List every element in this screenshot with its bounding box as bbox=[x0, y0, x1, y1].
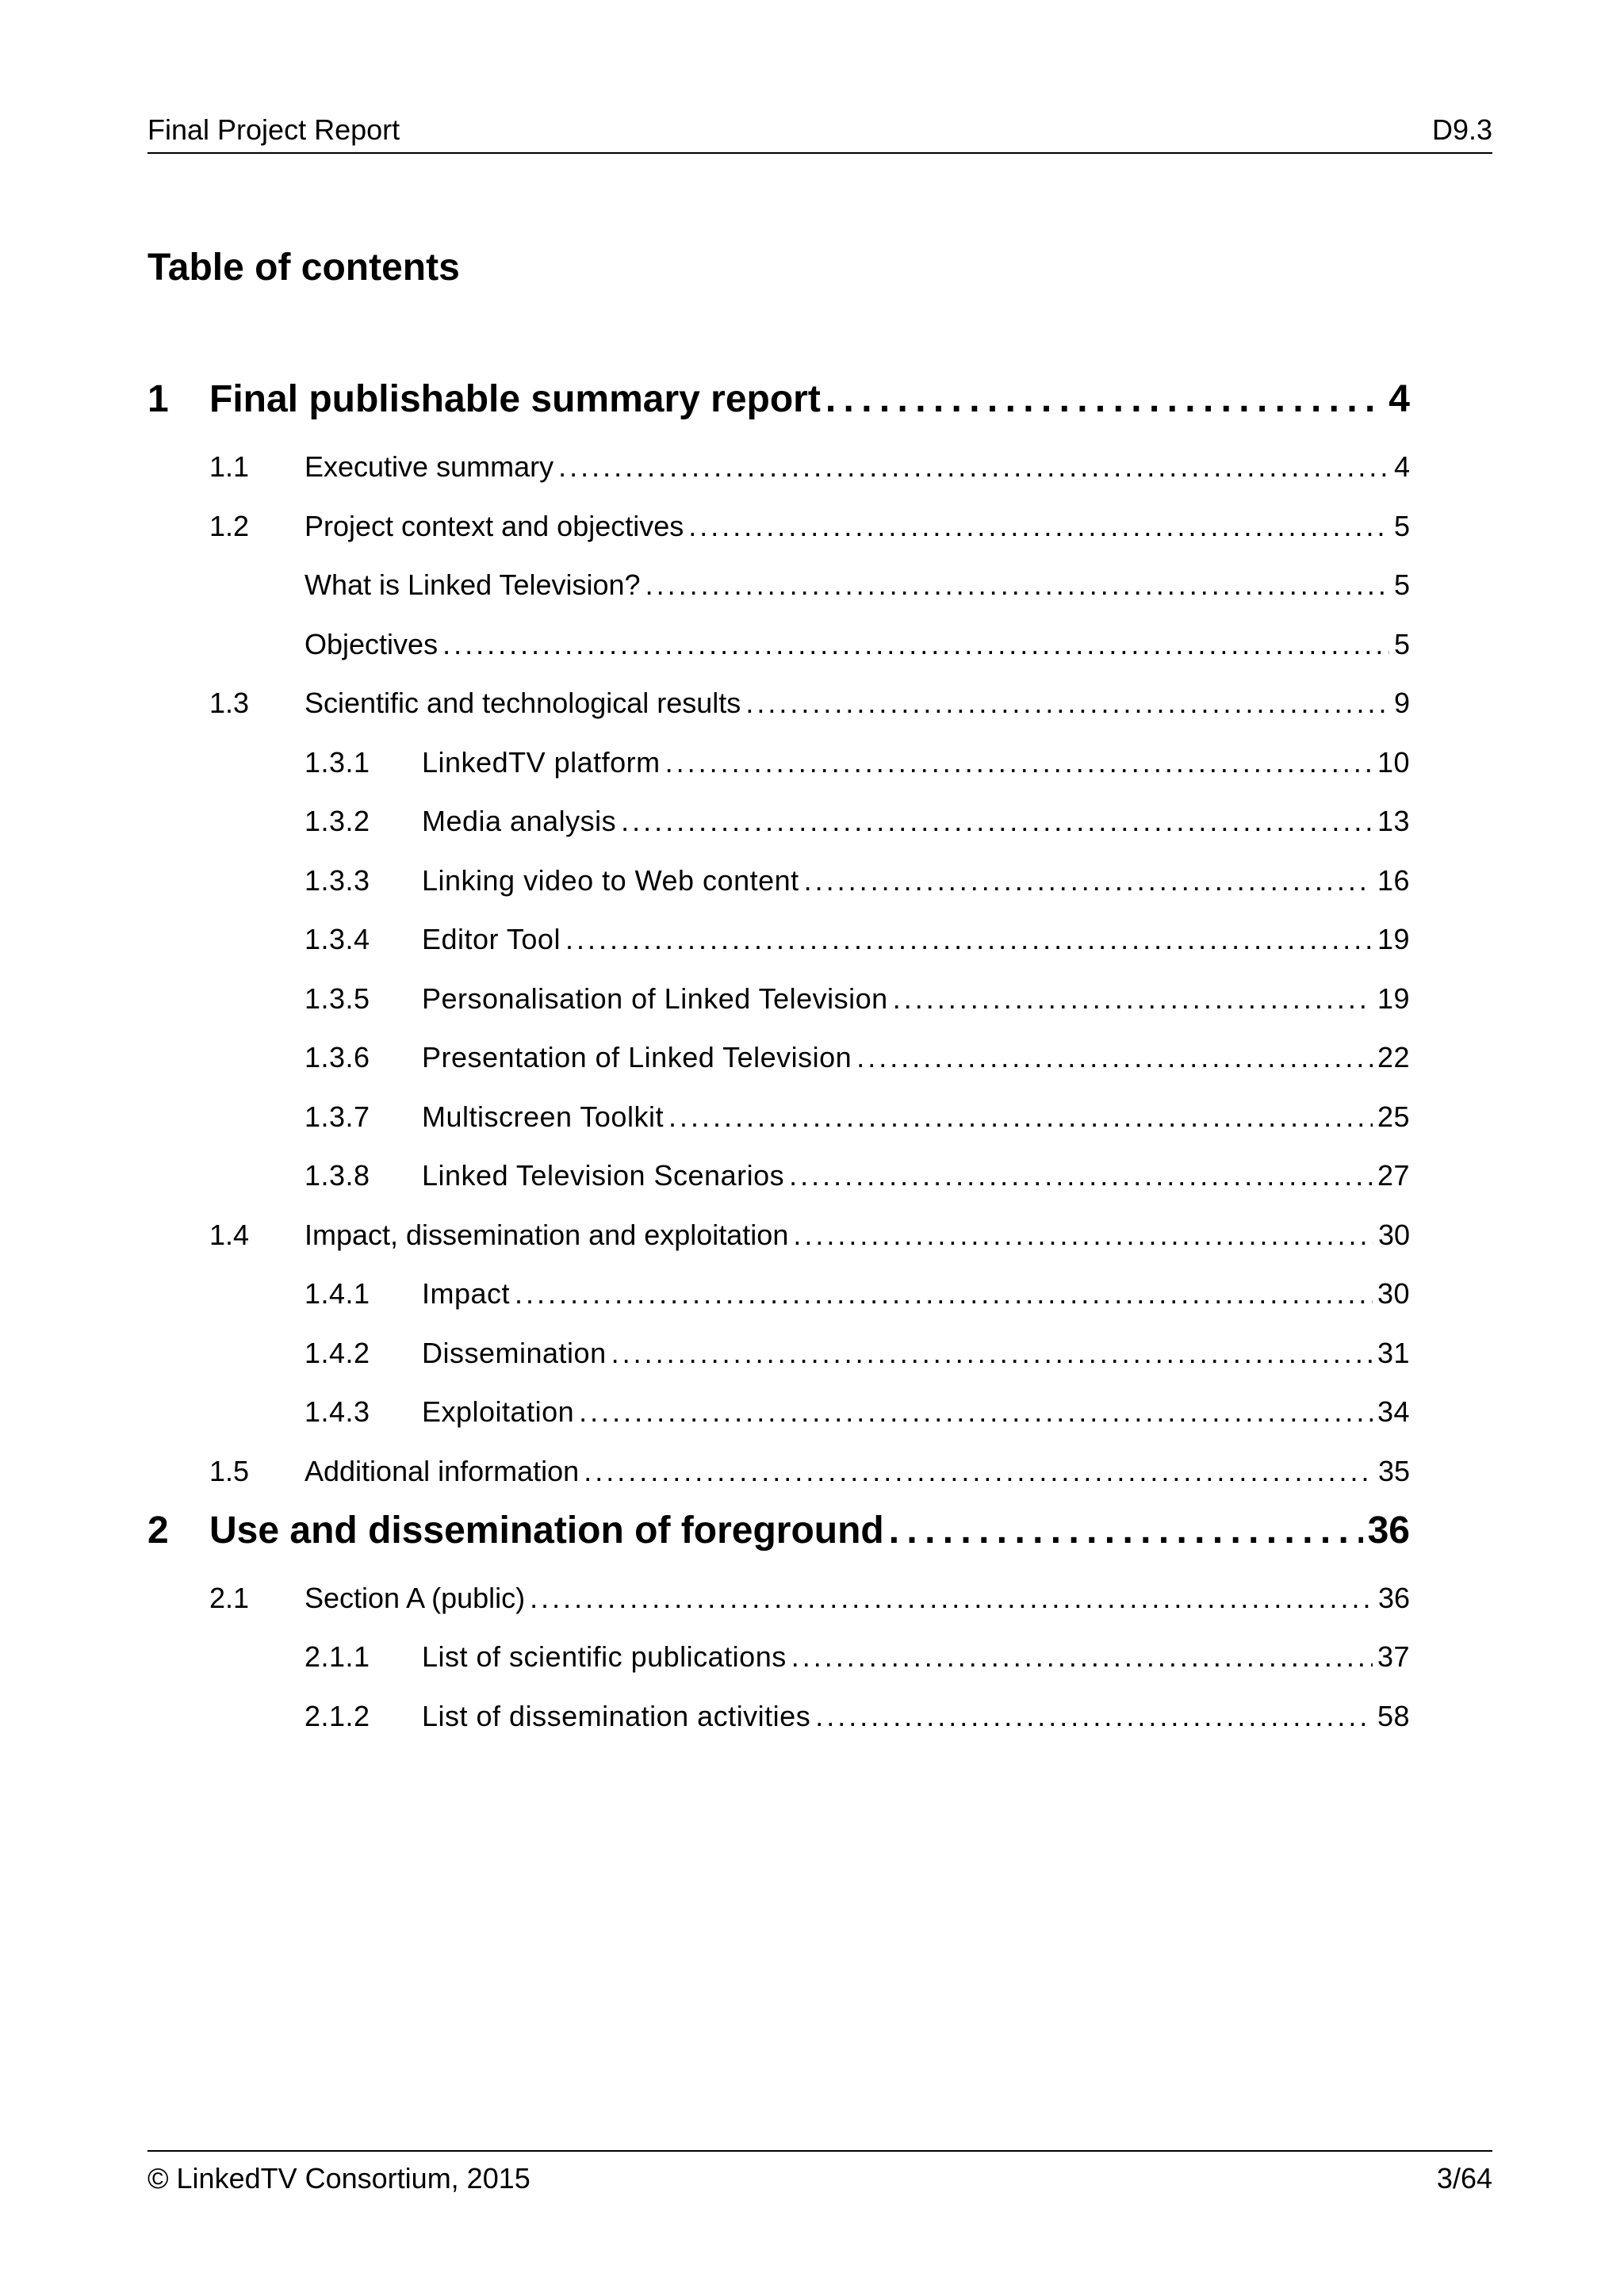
dot-leader bbox=[621, 805, 1373, 838]
toc-entry-title: List of scientific publications bbox=[422, 1640, 787, 1673]
toc-entry-title: Section A (public) bbox=[304, 1582, 526, 1614]
dot-leader bbox=[579, 1395, 1373, 1429]
dot-leader bbox=[515, 1277, 1373, 1311]
dot-leader bbox=[804, 864, 1373, 897]
toc-entry-number: 1 bbox=[147, 378, 169, 420]
toc-entry-what-is-linked-television[interactable] bbox=[304, 568, 1410, 603]
toc-entry-number: 1.3.8 bbox=[304, 1159, 370, 1192]
toc-entry-page: 36 bbox=[1377, 1582, 1410, 1614]
toc-entry-title: Project context and objectives bbox=[304, 510, 684, 542]
toc-entry-page: 5 bbox=[1393, 628, 1410, 660]
dot-leader bbox=[815, 1700, 1373, 1733]
toc-entry-1-3-1[interactable] bbox=[304, 746, 1410, 781]
toc-entry-page: 5 bbox=[1393, 510, 1410, 542]
toc-entry-2-1[interactable] bbox=[209, 1582, 1410, 1617]
toc-entry-number: 1.3.3 bbox=[304, 864, 370, 897]
toc-entry-title: LinkedTV platform bbox=[422, 746, 661, 779]
dot-leader bbox=[789, 1159, 1373, 1192]
page-footer bbox=[147, 2150, 1492, 2199]
toc-entry-page: 19 bbox=[1377, 923, 1410, 955]
toc-entry-1-3-7[interactable] bbox=[304, 1100, 1410, 1135]
toc-entry-title: List of dissemination activities bbox=[422, 1700, 811, 1732]
toc-entry-number: 1.3.1 bbox=[304, 746, 370, 779]
dot-leader bbox=[584, 1455, 1373, 1488]
toc-entry-number: 1.3.5 bbox=[304, 982, 370, 1015]
toc-entry-2-1-1[interactable] bbox=[304, 1640, 1410, 1675]
toc-entry-title: Media analysis bbox=[422, 805, 617, 837]
toc-entry-number: 1.5 bbox=[209, 1455, 250, 1487]
toc-entry-number: 2.1.1 bbox=[304, 1640, 370, 1673]
toc-entry-number: 1.3.2 bbox=[304, 805, 370, 837]
toc-entry-page: 9 bbox=[1393, 687, 1410, 719]
toc-entry-title: Objectives bbox=[304, 628, 439, 660]
toc-heading: Table of contents bbox=[147, 247, 460, 289]
toc-entry-page: 5 bbox=[1393, 568, 1410, 601]
toc-entry-page: 30 bbox=[1377, 1277, 1410, 1310]
toc-entry-1-4-3[interactable] bbox=[304, 1395, 1410, 1430]
toc-entry-1[interactable] bbox=[147, 377, 1410, 425]
toc-entry-page: 13 bbox=[1377, 805, 1410, 837]
toc-entry-page: 4 bbox=[1388, 378, 1410, 420]
toc-entry-2-1-2[interactable] bbox=[304, 1700, 1410, 1735]
toc-entry-1-1[interactable] bbox=[209, 450, 1410, 485]
toc-entry-title: Editor Tool bbox=[422, 923, 561, 955]
toc-entry-title: Multiscreen Toolkit bbox=[422, 1100, 664, 1133]
toc-entry-number: 1.4 bbox=[209, 1219, 250, 1251]
toc-entry-1-3-2[interactable] bbox=[304, 805, 1410, 840]
toc-entry-page: 25 bbox=[1377, 1100, 1410, 1133]
toc-entry-number: 2.1 bbox=[209, 1582, 250, 1614]
toc-entry-page: 58 bbox=[1377, 1700, 1410, 1732]
toc-entry-page: 37 bbox=[1377, 1640, 1410, 1673]
toc-entry-title: Use and dissemination of foreground bbox=[209, 1510, 884, 1552]
dot-leader bbox=[793, 1219, 1373, 1252]
toc-entry-title: Exploitation bbox=[422, 1395, 575, 1428]
toc-entry-number: 2 bbox=[147, 1510, 169, 1552]
toc-entry-title: Linked Television Scenarios bbox=[422, 1159, 785, 1192]
toc-entry-page: 36 bbox=[1367, 1510, 1410, 1552]
toc-entry-page: 30 bbox=[1377, 1219, 1410, 1251]
dot-leader bbox=[668, 1100, 1373, 1134]
toc-entry-page: 35 bbox=[1377, 1455, 1410, 1487]
toc-entry-number: 1.1 bbox=[209, 450, 250, 483]
toc-entry-1-4-2[interactable] bbox=[304, 1337, 1410, 1372]
dot-leader bbox=[611, 1337, 1373, 1370]
footer-copyright: © LinkedTV Consortium, 2015 bbox=[147, 2162, 530, 2195]
toc-entry-number: 1.3.6 bbox=[304, 1041, 370, 1073]
toc-entry-page: 16 bbox=[1377, 864, 1410, 897]
toc-entry-2[interactable] bbox=[147, 1509, 1410, 1556]
toc-entry-title: What is Linked Television? bbox=[304, 568, 641, 601]
toc-entry-number: 1.4.3 bbox=[304, 1395, 370, 1428]
toc-entry-title: Scientific and technological results bbox=[304, 687, 741, 719]
page-header bbox=[147, 113, 1492, 154]
toc-entry-title: Executive summary bbox=[304, 450, 554, 483]
toc-entry-title: Dissemination bbox=[422, 1337, 607, 1369]
toc-entry-title: Additional information bbox=[304, 1455, 580, 1487]
toc-entry-title: Linking video to Web content bbox=[422, 864, 799, 897]
toc-entry-number: 1.3 bbox=[209, 687, 250, 719]
toc-entry-number: 1.4.1 bbox=[304, 1277, 370, 1310]
toc-entry-page: 4 bbox=[1393, 450, 1410, 483]
dot-leader bbox=[665, 746, 1373, 779]
toc-entry-number: 1.3.7 bbox=[304, 1100, 370, 1133]
toc-entry-1-4[interactable] bbox=[209, 1219, 1410, 1253]
toc-entry-number: 1.4.2 bbox=[304, 1337, 370, 1369]
toc-entry-1-3-8[interactable] bbox=[304, 1159, 1410, 1194]
dot-leader bbox=[745, 687, 1389, 720]
dot-leader bbox=[825, 377, 1384, 421]
dot-leader bbox=[893, 982, 1373, 1016]
toc-entry-1-3[interactable] bbox=[209, 687, 1410, 721]
toc-entry-page: 19 bbox=[1377, 982, 1410, 1015]
toc-entry-1-3-4[interactable] bbox=[304, 923, 1410, 958]
toc-entry-1-3-5[interactable] bbox=[304, 982, 1410, 1017]
header-document-title: Final Project Report bbox=[147, 113, 400, 146]
toc-entry-1-3-3[interactable] bbox=[304, 864, 1410, 899]
toc-entry-page: 31 bbox=[1377, 1337, 1410, 1369]
dot-leader bbox=[889, 1509, 1363, 1552]
dot-leader bbox=[565, 923, 1373, 956]
toc-entry-1-3-6[interactable] bbox=[304, 1041, 1410, 1076]
dot-leader bbox=[558, 450, 1389, 484]
dot-leader bbox=[645, 568, 1389, 602]
toc-entry-1-5[interactable] bbox=[209, 1455, 1410, 1490]
toc-entry-1-2[interactable] bbox=[209, 510, 1410, 545]
toc-entry-number: 1.2 bbox=[209, 510, 250, 542]
header-document-id: D9.3 bbox=[1431, 113, 1492, 146]
toc-entry-title: Presentation of Linked Television bbox=[422, 1041, 852, 1073]
dot-leader bbox=[688, 510, 1389, 543]
toc-entry-page: 22 bbox=[1377, 1041, 1410, 1073]
toc-entry-number: 1.3.4 bbox=[304, 923, 370, 955]
toc-entry-objectives[interactable] bbox=[304, 628, 1410, 663]
dot-leader bbox=[856, 1041, 1373, 1074]
toc-entry-1-4-1[interactable] bbox=[304, 1277, 1410, 1312]
toc-entry-page: 27 bbox=[1377, 1159, 1410, 1192]
toc-entry-page: 10 bbox=[1377, 746, 1410, 779]
toc-entry-title: Impact, dissemination and exploitation bbox=[304, 1219, 789, 1251]
dot-leader bbox=[442, 628, 1389, 661]
toc-entry-page: 34 bbox=[1377, 1395, 1410, 1428]
toc-entry-title: Impact bbox=[422, 1277, 511, 1310]
dot-leader bbox=[791, 1640, 1373, 1674]
toc-entry-title: Final publishable summary report bbox=[209, 378, 821, 420]
footer-page-number: 3/64 bbox=[1436, 2162, 1492, 2195]
toc-entry-title: Personalisation of Linked Television bbox=[422, 982, 888, 1015]
toc-entry-number: 2.1.2 bbox=[304, 1700, 370, 1732]
dot-leader bbox=[530, 1582, 1373, 1615]
